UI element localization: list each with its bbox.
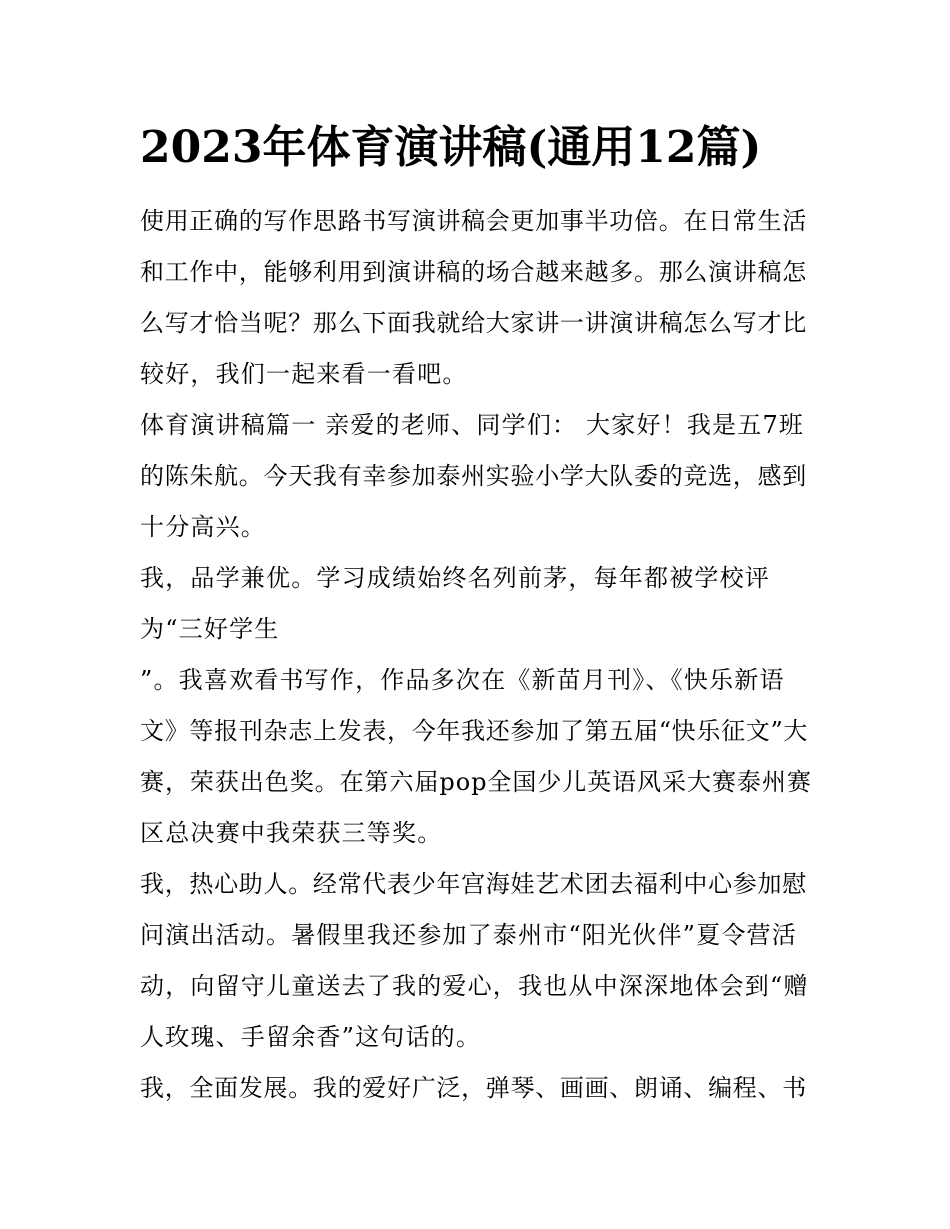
body-line: 十分高兴。 — [140, 513, 266, 541]
body-line: 问演出活动。暑假里我还参加了泰州市“阳光伙伴”夏令营活 — [140, 921, 797, 949]
body-line: 文》等报刊杂志上发表，今年我还参加了第五届“快乐征文”大 — [140, 717, 809, 745]
body-line: 赛，荣获出色奖。在第六届pop全国少儿英语风采大赛泰州赛 — [140, 768, 812, 796]
body-line: ”。我喜欢看书写作，作品多次在《新苗月刊》、《快乐新语 — [140, 666, 785, 694]
body-line: 人玫瑰、手留余香”这句话的。 — [140, 1023, 482, 1051]
body-line: 为“三好学生 — [140, 615, 280, 643]
body-line: 区总决赛中我荣获三等奖。 — [140, 819, 443, 847]
body-line: 的陈朱航。今天我有幸参加泰州实验小学大队委的竞选，感到 — [140, 462, 807, 490]
body-line: 我，品学兼优。学习成绩始终名列前茅，每年都被学校评 — [140, 564, 770, 592]
body-line: 和工作中，能够利用到演讲稿的场合越来越多。那么演讲稿怎 — [140, 258, 807, 286]
document-title: 2023年体育演讲稿(通用12篇) — [140, 122, 762, 173]
body-line: 较好，我们一起来看一看吧。 — [140, 360, 468, 388]
body-line: 体育演讲稿篇一 亲爱的老师、同学们： 大家好！我是五7班 — [140, 411, 805, 439]
body-line: 我，热心助人。经常代表少年宫海娃艺术团去福利中心参加慰 — [140, 870, 807, 898]
body-line: 我，全面发展。我的爱好广泛，弹琴、画画、朗诵、编程、书 — [140, 1074, 807, 1102]
body-line: 么写才恰当呢？那么下面我就给大家讲一讲演讲稿怎么写才比 — [140, 309, 807, 337]
body-line: 动，向留守儿童送去了我的爱心，我也从中深深地体会到“赠 — [140, 972, 809, 1000]
body-line: 使用正确的写作思路书写演讲稿会更加事半功倍。在日常生活 — [140, 207, 807, 235]
